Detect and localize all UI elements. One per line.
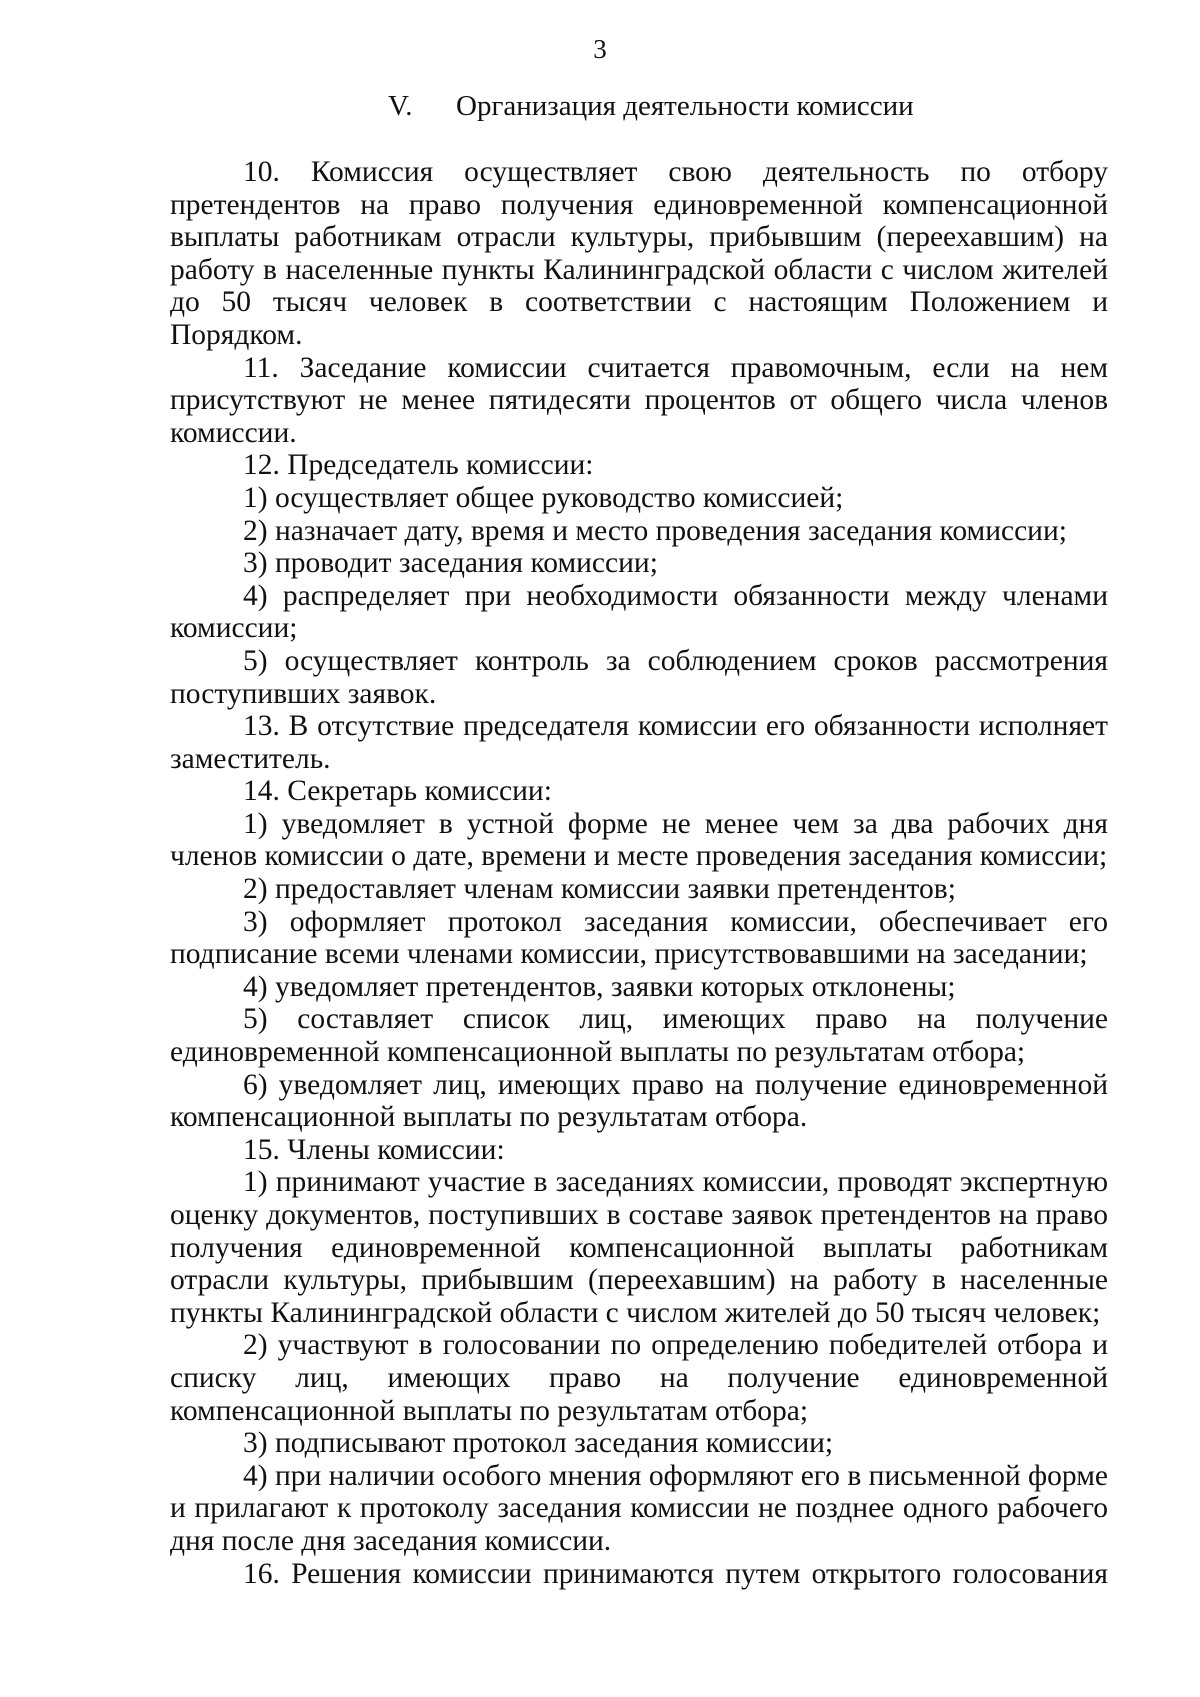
paragraph: 5) составляет список лиц, имеющих право на получение единовременной компенсационной выплаты по результатам отбора; [170, 1003, 1108, 1069]
paragraph: 15. Члены комиссии: [243, 1133, 505, 1166]
paragraph: 1) уведомляет в устной форме не менее чем за два рабочих дня членов комиссии о дате, времени и месте проведения заседания комиссии; [170, 807, 1108, 873]
paragraph: 12. Председатель комиссии: [243, 449, 594, 482]
paragraph: 10. Комиссия осуществляет свою деятельность по отбору претендентов на право получения единовременной компенсационной выплаты работникам отрасли культуры, прибывшим (переехавшим) на работу в населенные пункты Калининградской области с числом жителей до 50 тысяч человек в соответствии с настоящим Положением и Порядком. [170, 156, 1108, 351]
paragraph: 11. Заседание комиссии считается правомочным, если на нем присутствуют не менее пятидесяти процентов от общего числа членов комиссии. [170, 351, 1108, 449]
section-title: Организация деятельности комиссии [456, 90, 914, 122]
paragraph: 16. Решения комиссии принимаются путем открытого голосования [243, 1557, 1108, 1590]
document-body [170, 156, 1108, 1590]
paragraph: 3) оформляет протокол заседания комиссии, обеспечивает его подписание всеми членами комиссии, присутствовавшими на заседании; [170, 905, 1108, 971]
paragraph: 4) распределяет при необходимости обязанности между членами комиссии; [170, 579, 1108, 645]
paragraph: 1) осуществляет общее руководство комиссией; [243, 481, 844, 514]
page-number: 3 [593, 34, 607, 64]
paragraph: 14. Секретарь комиссии: [243, 775, 552, 808]
paragraph: 2) назначает дату, время и место проведения заседания комиссии; [243, 514, 1067, 547]
paragraph: 6) уведомляет лиц, имеющих право на получение единовременной компенсационной выплаты по результатам отбора. [170, 1068, 1108, 1134]
paragraph: 5) осуществляет контроль за соблюдением сроков рассмотрения поступивших заявок. [170, 644, 1108, 710]
section-heading [388, 90, 914, 123]
paragraph: 3) проводит заседания комиссии; [243, 547, 658, 580]
paragraph: 4) уведомляет претендентов, заявки которых отклонены; [243, 970, 956, 1003]
paragraph: 3) подписывают протокол заседания комиссии; [243, 1427, 834, 1460]
paragraph: 13. В отсутствие председателя комиссии его обязанности исполняет заместитель. [170, 710, 1108, 775]
section-number: V. [388, 90, 413, 122]
paragraph: 2) предоставляет членам комиссии заявки претендентов; [243, 873, 956, 906]
paragraph: 2) участвуют в голосовании по определению победителей отбора и списку лиц, имеющих право на получение единовременной компенсационной выплаты по результатам отбора; [170, 1329, 1108, 1427]
paragraph: 4) при наличии особого мнения оформляют его в письменной форме и прилагают к протоколу заседания комиссии не позднее одного рабочего дня после дня заседания комиссии. [170, 1459, 1108, 1557]
paragraph: 1) принимают участие в заседаниях комиссии, проводят экспертную оценку документов, поступивших в составе заявок претендентов на право получения единовременной компенсационной выплаты работникам отрасли культуры, прибывшим (переехавшим) на работу в населенные пункты Калининградской области с числом жителей до 50 тысяч человек; [170, 1166, 1108, 1329]
